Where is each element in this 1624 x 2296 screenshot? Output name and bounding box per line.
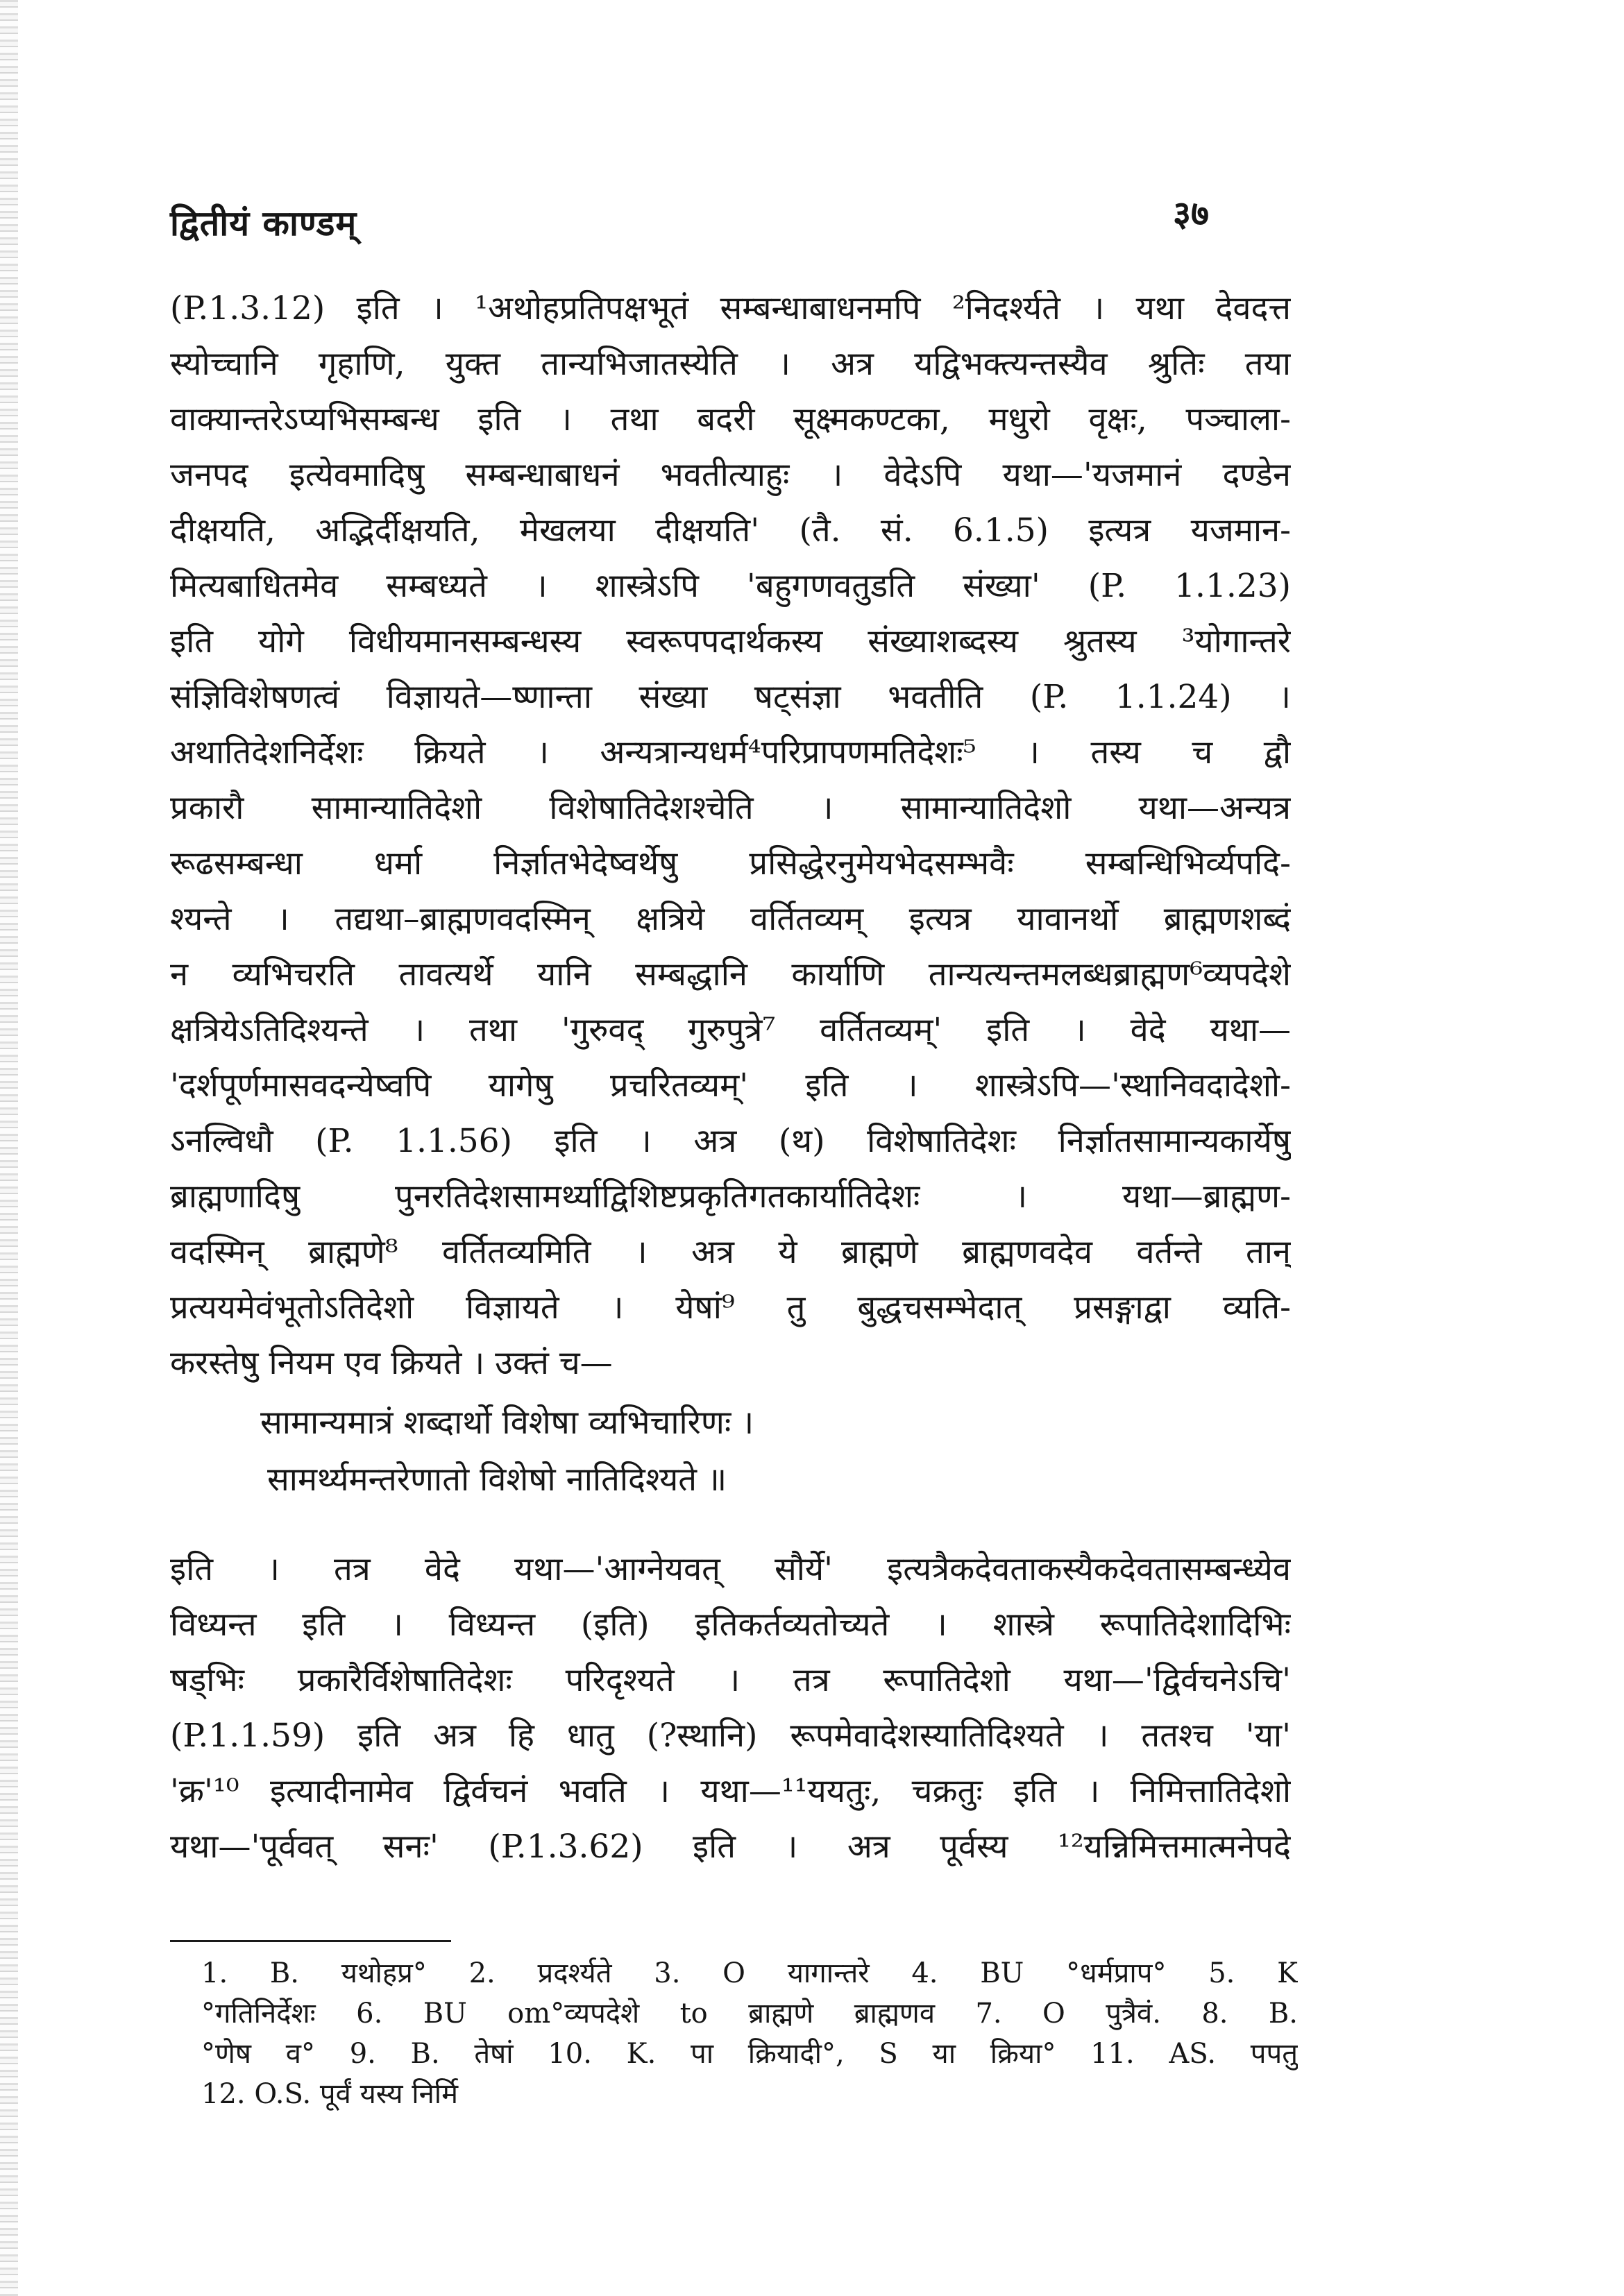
text-line: ब्राह्मणादिषु पुनरतिदेशसामर्थ्याद्विशिष्टप्रकृतिगतकार्यातिदेशः । यथा—ब्राह्मण- — [170, 1177, 1291, 1216]
text-line: वदस्मिन् ब्राह्मणे⁸ वर्तितव्यमिति । अत्र ये ब्राह्मणे ब्राह्मणवदेव वर्तन्ते तान् — [170, 1233, 1291, 1271]
footnote-line: °गतिनिर्देशः 6. BU om°व्यपदेशे to ब्राह्मणे ब्राह्मणव 7. O पुत्रैवं. 8. B. — [201, 1998, 1298, 2030]
text-line: 'क्र'¹⁰ इत्यादीनामेव द्विर्वचनं भवति । यथा—¹¹ययतुः, चक्रतुः इति । निमित्तातिदेशो — [170, 1772, 1291, 1810]
text-line: इति योगे विधीयमानसम्बन्धस्य स्वरूपपदार्थकस्य संख्याशब्दस्य श्रुतस्य ³योगान्तरे — [170, 622, 1291, 661]
text-line: वाक्यान्तरेऽप्यभिसम्बन्ध इति । तथा बदरी सूक्ष्मकण्टका, मधुरो वृक्षः, पञ्चाला- — [170, 400, 1291, 439]
running-header-title: द्वितीयं काण्डम् — [170, 203, 357, 244]
verse-line: सामान्यमात्रं शब्दार्थो विशेषा व्यभिचारिणः । — [260, 1404, 754, 1442]
text-line: यथा—'पूर्ववत् सनः' (P.1.3.62) इति । अत्र पूर्वस्य ¹²यन्निमित्तमात्मनेपदे — [170, 1828, 1291, 1866]
quoted-verse — [260, 1395, 1024, 1508]
footnote-line: °णेष व° 9. B. तेषां 10. K. पा क्रियादी°, S या क्रिया° 11. AS. पपतु — [201, 2038, 1298, 2070]
text-line: क्षत्रियेऽतिदिश्यन्ते । तथा 'गुरुवद् गुरुपुत्रे⁷ वर्तितव्यम्' इति । वेदे यथा— — [170, 1011, 1291, 1049]
footnote-line: 1. B. यथोहप्र° 2. प्रदर्श्यते 3. O यागान्तरे 4. BU °धर्मप्राप° 5. K — [201, 1957, 1298, 1989]
text-line: करस्तेषु नियम एव क्रियते । उक्तं च— — [170, 1344, 613, 1382]
text-line: ऽनल्विधौ (P. 1.1.56) इति । अत्र (थ) विशेषातिदेशः निर्ज्ञातसामान्यकार्येषु — [170, 1122, 1291, 1160]
text-line: षड्भिः प्रकारैर्विशेषातिदेशः परिदृश्यते । तत्र रूपातिदेशो यथा—'द्विर्वचनेऽचि' — [170, 1661, 1291, 1699]
text-line: रूढसम्बन्धा धर्मा निर्ज्ञातभेदेष्वर्थेषु प्रसिद्धेरनुमेयभेदसम्भवैः सम्बन्धिभिर्व्यपदि- — [170, 844, 1291, 883]
text-line: विध्यन्त इति । विध्यन्त (इति) इतिकर्तव्यतोच्यते । शास्त्रे रूपातिदेशादिभिः — [170, 1606, 1291, 1644]
text-line: (P.1.3.12) इति । ¹अथोहप्रतिपक्षभूतं सम्बन्धाबाधनमपि ²निदर्श्यते । यथा देवदत्त — [170, 289, 1291, 328]
main-paragraph-2 — [170, 1542, 1291, 1875]
text-line: संज्ञिविशेषणत्वं विज्ञायते—ष्णान्ता संख्या षट्संज्ञा भवतीति (P. 1.1.24) । — [170, 678, 1291, 716]
footnote-separator-rule — [170, 1940, 451, 1942]
main-paragraph-1 — [170, 281, 1291, 1391]
text-line: इति । तत्र वेदे यथा—'आग्नेयवत् सौर्ये' इत्यत्रैकदेवताकस्यैकदेवतासम्बन्ध्येव — [170, 1550, 1291, 1588]
text-line: प्रत्ययमेवंभूतोऽतिदेशो विज्ञायते । येषां⁹ तु बुद्धचसम्भेदात् प्रसङ्गाद्वा व्यति- — [170, 1289, 1291, 1327]
text-line: अथातिदेशनिर्देशः क्रियते । अन्यत्रान्यधर्म⁴परिप्रापणमतिदेशः⁵ । तस्य च द्वौ — [170, 733, 1291, 772]
text-line: न व्यभिचरति तावत्यर्थे यानि सम्बद्धानि कार्याणि तान्यत्यन्तमलब्धब्राह्मण⁶व्यपदेशे — [170, 955, 1291, 994]
text-line: 'दर्शपूर्णमासवदन्येष्वपि यागेषु प्रचरितव्यम्' इति । शास्त्रेऽपि—'स्थानिवदादेशो- — [170, 1066, 1291, 1105]
footnotes — [201, 1953, 1298, 2114]
text-line: मित्यबाधितमेव सम्बध्यते । शास्त्रेऽपि 'बहुगणवतुडति संख्या' (P. 1.1.23) — [170, 567, 1291, 605]
text-line: दीक्षयति, अद्भिर्दीक्षयति, मेखलया दीक्षयति' (तै. सं. 6.1.5) इत्यत्र यजमान- — [170, 511, 1291, 550]
text-line: (P.1.1.59) इति अत्र हि धातु (?स्थानि) रूपमेवादेशस्यातिदिश्यते । ततश्च 'या' — [170, 1717, 1291, 1755]
scan-edge-shadow — [0, 0, 18, 2296]
text-line: प्रकारौ सामान्यातिदेशो विशेषातिदेशश्चेति । सामान्यातिदेशो यथा—अन्यत्र — [170, 789, 1291, 827]
footnote-line: 12. O.S. पूर्वं यस्य निर्मि — [201, 2078, 459, 2110]
text-line: श्यन्ते । तद्यथा–ब्राह्मणवदस्मिन् क्षत्रिये वर्तितव्यम् इत्यत्र यावानर्थो ब्राह्मणशब्दं — [170, 900, 1291, 938]
page-number: ३७ — [1173, 193, 1209, 234]
verse-line: सामर्थ्यमन्तरेणातो विशेषो नातिदिश्यते ॥ — [267, 1461, 727, 1499]
text-line: स्योच्चानि गृहाणि, युक्त तान्यभिजातस्येति । अत्र यद्विभक्त्यन्तस्यैव श्रुतिः तया — [170, 345, 1291, 383]
text-line: जनपद इत्येवमादिषु सम्बन्धाबाधनं भवतीत्याहुः । वेदेऽपि यथा—'यजमानं दण्डेन — [170, 456, 1291, 494]
